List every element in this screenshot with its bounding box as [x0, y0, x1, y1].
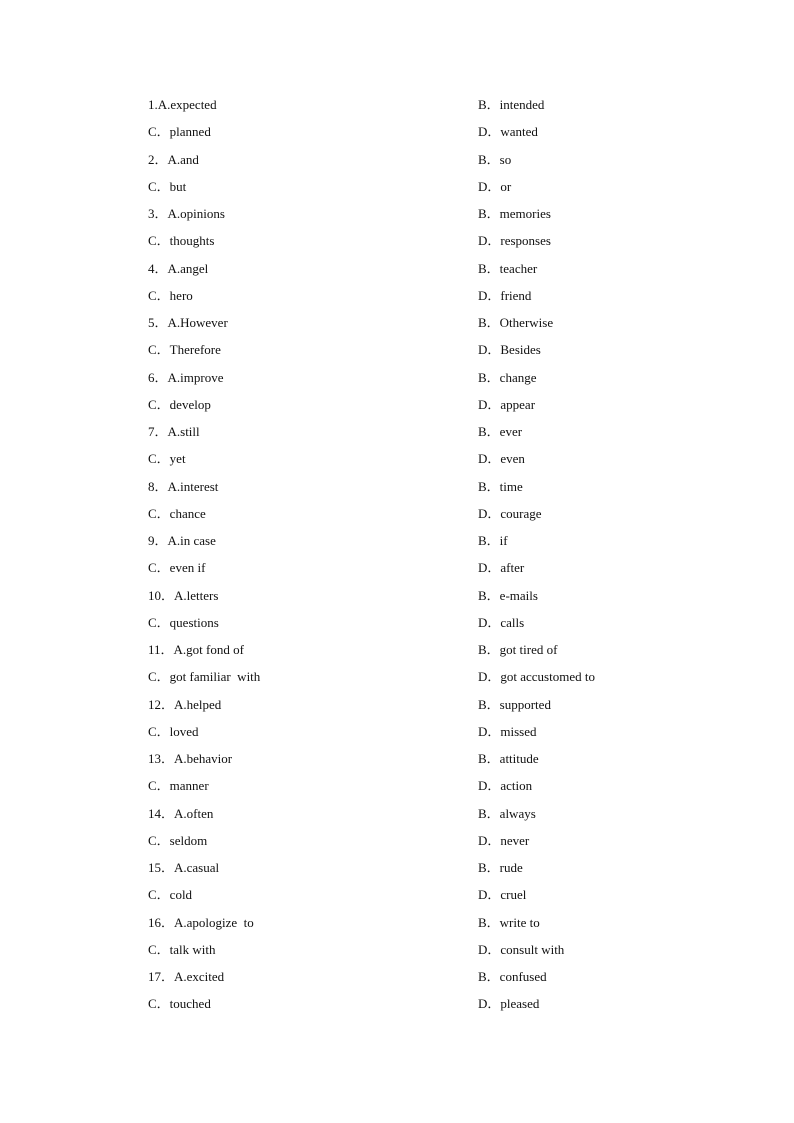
option-left: C．thoughts [148, 233, 215, 249]
option-right: D．responses [478, 233, 551, 249]
option-row [148, 559, 648, 586]
option-row [148, 369, 648, 396]
option-row [148, 832, 648, 859]
option-row [148, 123, 648, 150]
option-row [148, 886, 648, 913]
option-row [148, 287, 648, 314]
option-left: 4．A.angel [148, 260, 209, 276]
option-right: B．Otherwise [478, 315, 554, 330]
option-row [148, 941, 648, 968]
option-right: B．change [478, 369, 537, 385]
option-right: B．memories [478, 206, 551, 221]
option-right: D．courage [478, 505, 542, 521]
option-left: C．talk with [148, 941, 216, 957]
option-right: D．consult with [478, 941, 565, 957]
option-row [148, 750, 648, 777]
option-left: 13．A.behavior [148, 751, 233, 766]
option-right: D．cruel [478, 887, 527, 903]
option-right: D．missed [478, 723, 537, 739]
option-right: B．so [478, 151, 512, 167]
option-right: B．supported [478, 696, 551, 712]
option-right: D．pleased [478, 996, 540, 1012]
option-right: B．e-mails [478, 587, 538, 603]
option-row [148, 260, 648, 287]
option-left: C．got familiar with [148, 669, 261, 685]
option-right: D．or [478, 178, 512, 194]
option-row [148, 587, 648, 614]
option-left: 16．A.apologize to [148, 914, 254, 930]
option-left: C．Therefore [148, 342, 221, 358]
option-right: B．got tired of [478, 642, 558, 657]
option-row [148, 995, 648, 1022]
option-left: C．develop [148, 396, 211, 412]
option-right: D．Besides [478, 342, 541, 358]
option-left: C．but [148, 178, 187, 194]
option-left: C．even if [148, 560, 206, 576]
option-right: B．intended [478, 97, 545, 112]
option-right: B．always [478, 805, 536, 821]
option-right: B．confused [478, 969, 547, 984]
option-row [148, 96, 648, 123]
option-left: 12．A.helped [148, 696, 222, 712]
option-right: D．wanted [478, 124, 538, 140]
answer-options-list [148, 96, 648, 1023]
option-left: C．manner [148, 778, 209, 794]
option-left: C．planned [148, 124, 211, 140]
option-row [148, 532, 648, 559]
option-row [148, 450, 648, 477]
option-row [148, 777, 648, 804]
option-left: 14．A.often [148, 805, 214, 821]
option-row [148, 723, 648, 750]
option-row [148, 205, 648, 232]
option-row [148, 668, 648, 695]
option-left: 1.A.expected [148, 97, 217, 112]
option-right: D．appear [478, 396, 536, 412]
option-left: C．hero [148, 287, 193, 303]
option-left: 9．A.in case [148, 533, 216, 548]
option-left: C．seldom [148, 832, 208, 848]
option-right: D．friend [478, 287, 532, 303]
option-right: D．action [478, 778, 533, 794]
option-left: 10．A.letters [148, 587, 219, 603]
option-row [148, 178, 648, 205]
option-right: B．ever [478, 424, 523, 439]
option-row [148, 232, 648, 259]
option-right: D．even [478, 451, 525, 467]
option-left: 8．A.interest [148, 478, 219, 494]
option-row [148, 696, 648, 723]
option-left: C．loved [148, 723, 199, 739]
option-row [148, 914, 648, 941]
option-row [148, 396, 648, 423]
option-row [148, 314, 648, 341]
option-right: D．after [478, 560, 525, 576]
option-right: B．teacher [478, 260, 538, 276]
option-left: C．questions [148, 614, 219, 630]
option-row [148, 478, 648, 505]
option-row [148, 968, 648, 995]
option-left: 17．A.excited [148, 969, 225, 984]
option-left: 7．A.still [148, 424, 200, 439]
option-left: 2．A.and [148, 151, 199, 167]
option-left: C．chance [148, 505, 206, 521]
option-left: 6．A.improve [148, 369, 224, 385]
option-right: B．rude [478, 860, 523, 875]
option-row [148, 805, 648, 832]
option-row [148, 423, 648, 450]
option-right: D．got accustomed to [478, 669, 595, 685]
option-left: 15．A.casual [148, 860, 220, 875]
option-right: B．write to [478, 914, 540, 930]
option-row [148, 341, 648, 368]
option-left: C．cold [148, 887, 193, 903]
option-right: B．attitude [478, 751, 539, 766]
option-row [148, 505, 648, 532]
option-left: C．yet [148, 451, 186, 467]
option-left: 3．A.opinions [148, 206, 225, 221]
option-right: D．calls [478, 614, 525, 630]
option-right: B．time [478, 478, 523, 494]
option-left: 5．A.However [148, 315, 228, 330]
option-row [148, 151, 648, 178]
option-row [148, 641, 648, 668]
option-right: D．never [478, 832, 530, 848]
option-row [148, 859, 648, 886]
option-right: B．if [478, 533, 508, 548]
option-left: C．touched [148, 996, 211, 1012]
option-row [148, 614, 648, 641]
option-left: 11．A.got fond of [148, 642, 244, 657]
